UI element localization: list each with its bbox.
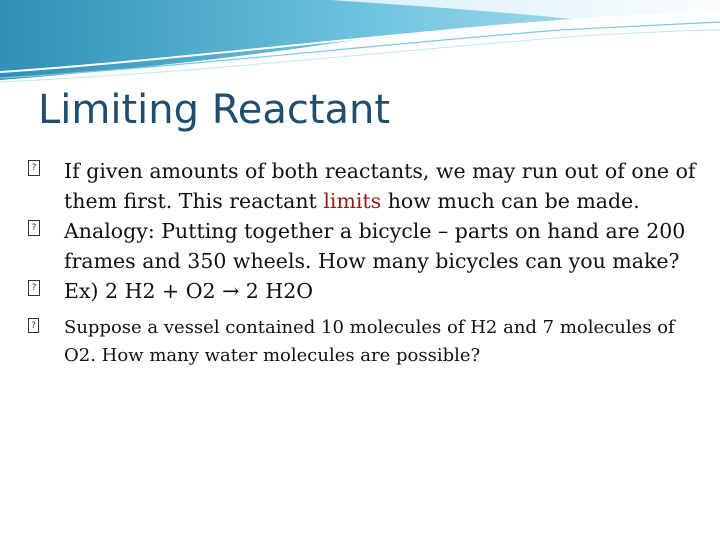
bullet-text: Analogy: Putting together a bicycle – parts on hand are 200 frames and 350 wheels. How many bicycles can you make?	[64, 219, 686, 273]
slide-title: Limiting Reactant	[38, 87, 391, 133]
bullet-glyph-icon: ?	[28, 220, 40, 236]
equation-text: Ex) 2 H2 + O2 → 2 H2O	[64, 279, 314, 303]
bullet-glyph-icon: ?	[28, 160, 40, 176]
bullet-glyph-icon: ?	[28, 318, 39, 333]
bullet-glyph-icon: ?	[28, 280, 40, 296]
highlight-word: limits	[323, 189, 382, 213]
header-wave-decoration	[0, 0, 720, 90]
bullet-item	[28, 276, 698, 306]
bullet-text-end: how much can be made.	[381, 189, 640, 213]
bullet-text: Suppose a vessel contained 10 molecules of H2 and 7 molecules of O2. How many water molecules are possible?	[64, 317, 675, 366]
bullet-text: If given amounts of both reactants, we may run out of one of them first. This reactant	[64, 159, 696, 213]
bullet-item	[28, 216, 698, 276]
bullet-item	[28, 314, 698, 370]
bullet-item	[28, 156, 698, 216]
bullet-list	[28, 156, 698, 370]
